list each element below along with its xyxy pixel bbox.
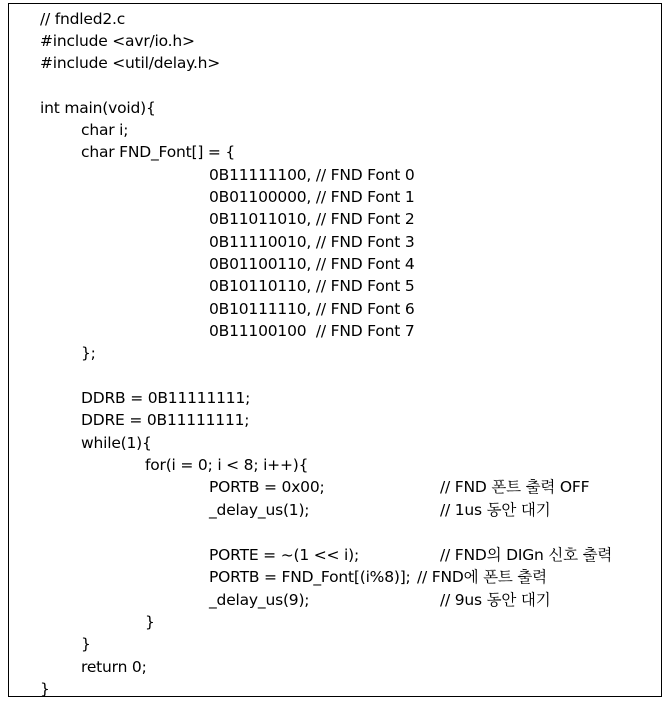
code-line: 0B11100100 // FND Font 7 xyxy=(209,322,415,340)
code-line: #include <avr/io.h> xyxy=(40,32,195,50)
code-line: 0B10110110, // FND Font 5 xyxy=(209,277,415,295)
code-line: 0B10111110, // FND Font 6 xyxy=(209,300,415,318)
code-statement: PORTE = ~(1 << i); xyxy=(209,546,359,564)
code-line: 0B11110010, // FND Font 3 xyxy=(209,233,415,251)
code-line: char FND_Font[] = { xyxy=(81,143,236,161)
code-statement: PORTB = FND_Font[(i%8)]; xyxy=(209,568,411,586)
source-code xyxy=(9,4,661,696)
code-line: int main(void){ xyxy=(40,99,156,117)
code-comment: // 9us 동안 대기 xyxy=(440,591,551,609)
code-comment: // FND에 폰트 출력 xyxy=(417,568,547,586)
code-comment: // FND의 DIGn 신호 출력 xyxy=(440,546,613,564)
code-line: char i; xyxy=(81,121,129,139)
code-statement: _delay_us(9); xyxy=(209,591,310,609)
code-line: DDRE = 0B11111111; xyxy=(81,411,250,429)
code-line: } xyxy=(145,613,155,631)
code-listing-box xyxy=(8,3,662,697)
code-line: return 0; xyxy=(81,658,147,676)
code-line: 0B11111100, // FND Font 0 xyxy=(209,166,415,184)
code-line: while(1){ xyxy=(81,434,152,452)
code-line xyxy=(209,590,551,670)
code-line: #include <util/delay.h> xyxy=(40,54,221,72)
code-line: } xyxy=(40,680,50,698)
code-line: DDRB = 0B11111111; xyxy=(81,389,251,407)
code-line: 0B01100000, // FND Font 1 xyxy=(209,188,415,206)
code-line: 0B11011010, // FND Font 2 xyxy=(209,210,415,228)
code-comment: // 1us 동안 대기 xyxy=(440,501,551,519)
code-line: for(i = 0; i < 8; i++){ xyxy=(145,456,309,474)
code-line: } xyxy=(81,635,91,653)
code-line: 0B01100110, // FND Font 4 xyxy=(209,255,415,273)
code-comment: // FND 폰트 출력 OFF xyxy=(440,478,590,496)
code-statement: _delay_us(1); xyxy=(209,501,310,519)
code-statement: PORTB = 0x00; xyxy=(209,478,325,496)
code-line: }; xyxy=(81,344,96,362)
code-line: // fndled2.c xyxy=(40,10,126,28)
